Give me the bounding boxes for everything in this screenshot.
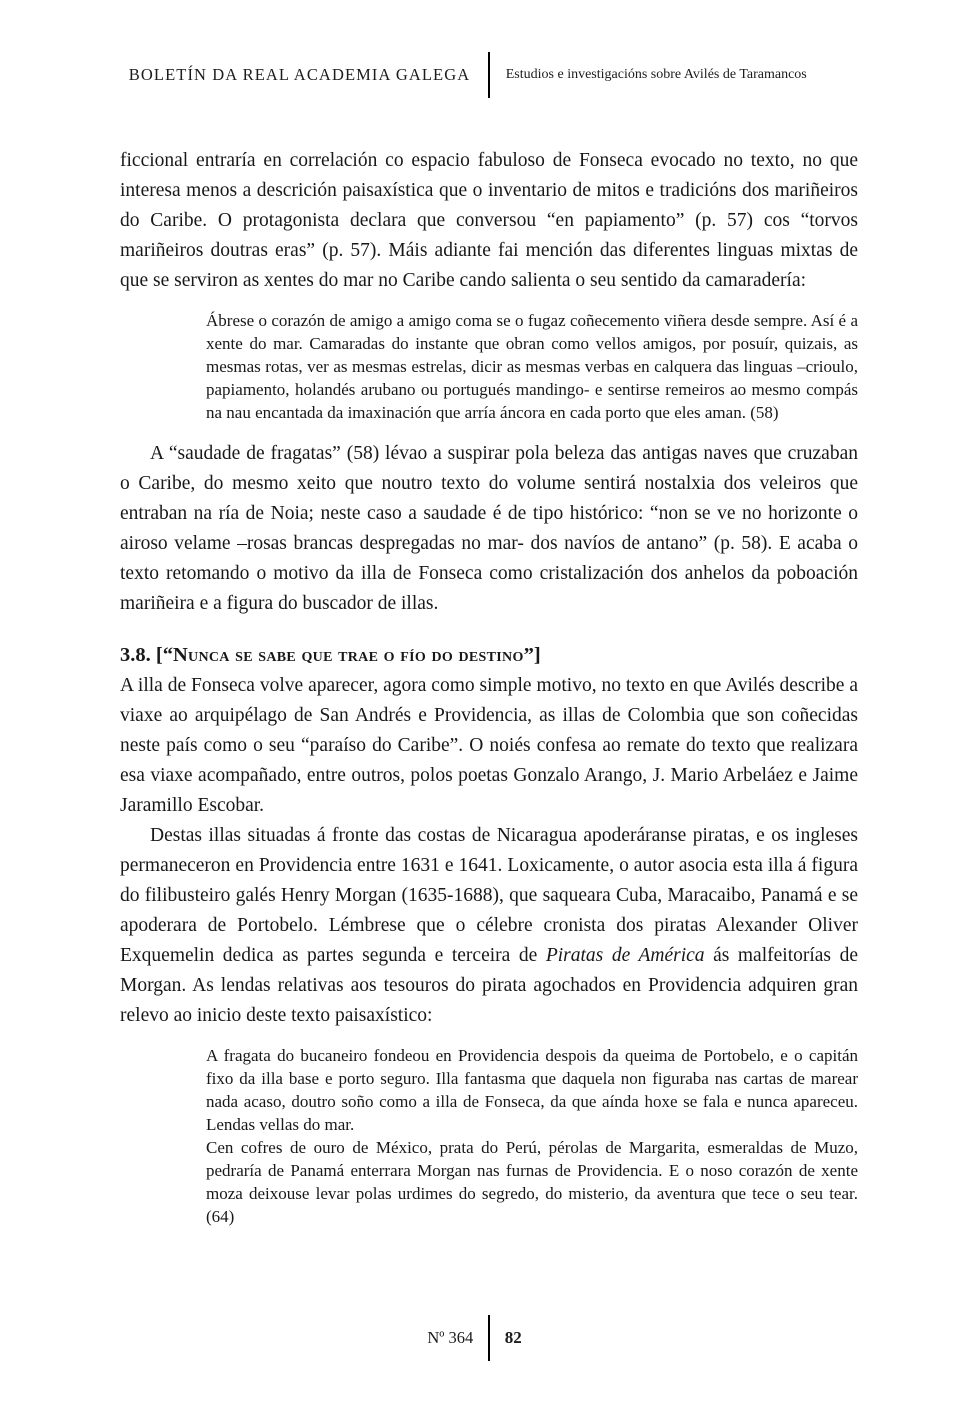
heading-smallcaps-title: Nunca se sabe que trae o fío do destino: [172, 644, 524, 666]
paragraph-destas-illas-continuation: ás malfeitorías de Morgan. As lendas relativas aos tesouros do pirata agochados en Providencia adquiren gran relevo ao inicio deste texto paisaxístico:: [120, 945, 858, 1026]
paragraph-destas-illas: [120, 821, 858, 1031]
running-header: [120, 52, 858, 98]
section-number: 3.8.: [120, 644, 151, 666]
blockquote-fragata-part1: A fragata do bucaneiro fondeou en Providencia despois da queima de Portobelo, e o capitán fixo da illa base e porto seguro. Illa fantasma que daquela non figuraba nas cartas de marear nada acaso, doutro soño como a illa de Fonseca, da que aínda hoxe se fala e nunca apareceu. Lendas vellas do mar.: [206, 1046, 858, 1134]
paragraph-destas-illas-text: Destas illas situadas á fronte das costas de Nicaragua apoderáranse piratas, e os ingleses permaneceron en Providencia entre 1631 e 1641. Loxicamente, o autor asocia esta illa á figura do filibusteiro galés Henry Morgan (1635-1688), que saqueara Cuba, Maracaibo, Panamá e se apoderara de Portobelo. Lémbrese que o célebre cronista dos piratas Alexander Oliver Exquemelin dedica as partes segunda e terceira de: [120, 825, 858, 966]
paragraph-illa-fonseca: A illa de Fonseca volve aparecer, agora como simple motivo, no texto en que Avilés describe a viaxe ao arquipélago de San Andrés e Providencia, as illas de Colombia que son coñecidas neste país como o seu “paraíso do Caribe”. O noiés confesa ao remate do texto que realizara esa viaxe acompañado, entre outros, polos poetas Gonzalo Arango, J. Mario Arbeláez e Jaime Jaramillo Escobar.: [120, 675, 858, 816]
section-heading: [120, 640, 858, 670]
blockquote-fragata-part2: Cen cofres de ouro de México, prata do Perú, pérolas de Margarita, esmeraldas de Muzo, pedraría de Panamá enterrara Morgan nas furnas de Providencia. E o noso corazón de xente moza deixouse levar polas urdimes do segredo, do misterio, da aventura que tece o seu tear. (64): [206, 1138, 858, 1226]
book-title-piratas-de-america: Piratas de América: [545, 945, 705, 966]
blockquote-fragata: [206, 1044, 858, 1228]
page-body: [120, 146, 858, 1243]
running-footer: [120, 1315, 858, 1361]
issue-number: Nº 364: [427, 1328, 474, 1347]
paragraph-saudade: A “saudade de fragatas” (58) lévao a suspirar pola beleza das antigas naves que cruzaban o Caribe, do mesmo xeito que noutro texto do volume sentirá nostalxia dos veleiros que entraban na ría de Noia; neste caso a saudade é de tipo histórico: “non se ve no horizonte o airoso velame –rosas brancas despregadas no mar- dos navíos de antano” (p. 58). E acaba o texto retomando o motivo da illa de Fonseca como cristalización dos anhelos da poboación mariñeira e a figura do buscador de illas.: [120, 443, 858, 614]
heading-open-bracket: [“: [150, 644, 173, 666]
paragraph-ficcional: ficcional entraría en correlación co espacio fabuloso de Fonseca evocado no texto, no que interesa menos a descrición paisaxística que o inventario de mitos e tradicións dos mariñeiros do Caribe. O protagonista declara que conversou “en papiamento” (p. 57) cos “torvos mariñeiros doutras eras” (p. 57). Máis adiante fai mención das diferentes linguas mixtas de que se serviron as xentes do mar no Caribe cando salienta o seu sentido da camaradería:: [120, 150, 858, 291]
journal-title: BOLETÍN DA REAL ACADEMIA GALEGA: [128, 65, 471, 84]
section-running-title: Estudios e investigacións sobre Avilés de Taramancos: [505, 67, 807, 82]
page-number: 82: [504, 1328, 522, 1347]
heading-close-bracket: ”]: [523, 644, 541, 666]
blockquote-abrese: Ábrese o corazón de amigo a amigo coma se o fugaz coñecemento viñera desde sempre. Así é a xente do mar. Camaradas do instante que obran como vellos amigos, por posuír, quizais, as mesmas rotas, ver as mesmas estrelas, dicir as mesmas verbas en calquera das linguas –crioulo, papiamento, holandés arubano ou portugués mandingo- e sentirse remeiros ao mesmo compás na nau encantada da imaxinación que arría áncora en cada porto que eles aman. (58): [206, 311, 858, 422]
